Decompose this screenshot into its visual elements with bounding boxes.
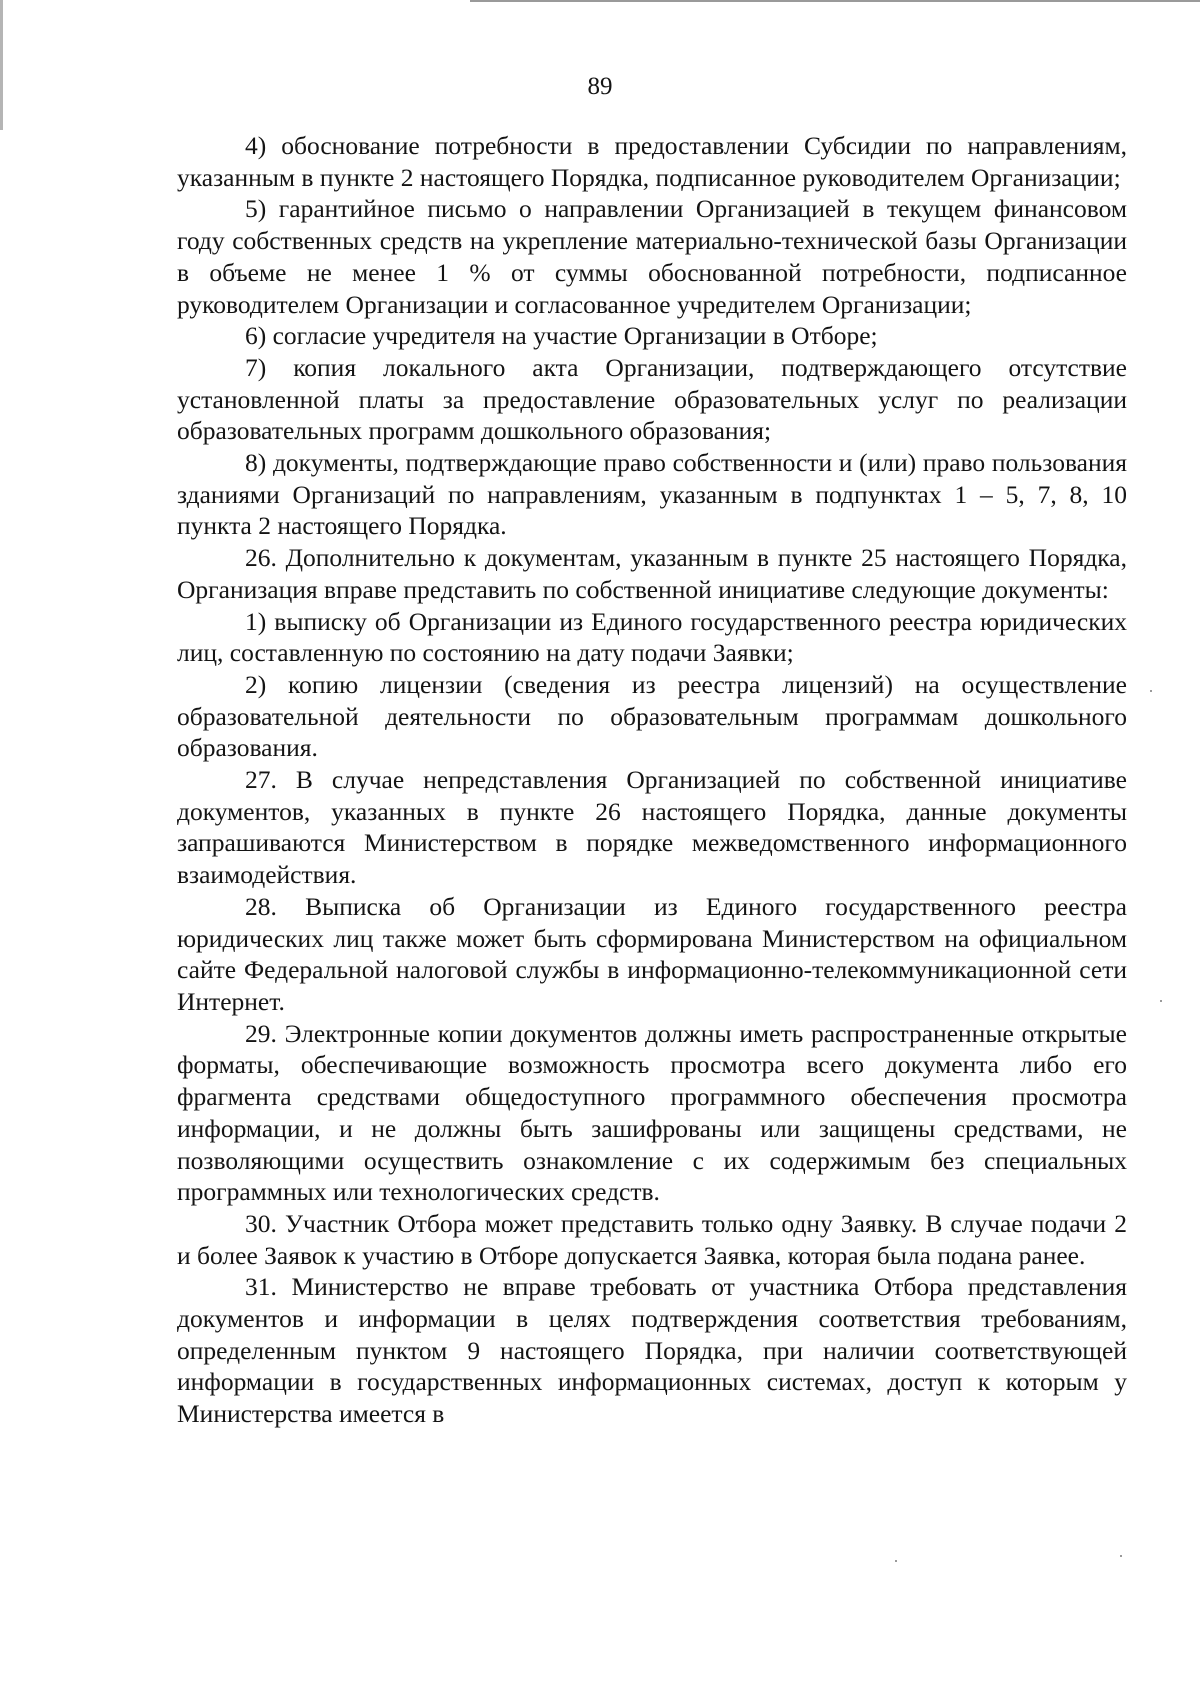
scan-speck: [895, 1560, 897, 1562]
paragraph-30: 30. Участник Отбора может представить только одну Заявку. В случае подачи 2 и более Заявок к участию в Отборе допускается Заявка, которая была подана ранее.: [177, 1208, 1127, 1270]
paragraph-item-6: 6) согласие учредителя на участие Организации в Отборе;: [245, 321, 878, 351]
paragraph-26-item-1: 1) выписку об Организации из Единого государственного реестра юридических лиц, составленную по состоянию на дату подачи Заявки;: [177, 606, 1127, 668]
paragraph-29: 29. Электронные копии документов должны иметь распространенные открытые форматы, обеспечивающие возможность просмотра всего документа либо его фрагмента средствами общедоступного программного обеспечения просмотра информации, и не должны быть зашифрованы или защищены средствами, не позволяющими осуществить ознакомление с их содержимым без специальных программных или технологических средств.: [177, 1018, 1127, 1207]
paragraph-26-item-2: 2) копию лицензии (сведения из реестра лицензий) на осуществление образовательной деятельности по образовательным программам дошкольного образования.: [177, 669, 1127, 763]
scan-speck: [1120, 1555, 1122, 1557]
scan-speck: [1160, 1000, 1162, 1002]
paragraph-item-5: 5) гарантийное письмо о направлении Организацией в текущем финансовом году собственных средств на укрепление материально-технической базы Организации в объеме не менее 1 % от суммы обоснованной потребности, подписанное руководителем Организации и согласованное учредителем Организации;: [177, 194, 1127, 319]
document-body: [177, 130, 1127, 1430]
paragraph-26: 26. Дополнительно к документам, указанным в пункте 25 настоящего Порядка, Организация вправе представить по собственной инициативе следующие документы:: [177, 543, 1127, 604]
paragraph-28: 28. Выписка об Организации из Единого государственного реестра юридических лиц также может быть сформирована Министерством на официальном сайте Федеральной налоговой службы в информационно-телекоммуникационной сети Интернет.: [177, 891, 1127, 1016]
scan-speck: [1150, 690, 1152, 692]
paragraph-item-8: 8) документы, подтверждающие право собственности и (или) право пользования зданиями Организаций по направлениям, указанным в подпунктах 1 – 5, 7, 8, 10 пункта 2 настоящего Порядка.: [177, 448, 1127, 541]
page-number: 89: [587, 73, 613, 100]
scan-edge-left: [0, 0, 3, 130]
paragraph-item-4: 4) обоснование потребности в предоставлении Субсидии по направлениям, указанным в пункте 2 настоящего Порядка, подписанное руководителем Организации;: [177, 131, 1127, 192]
paragraph-31: 31. Министерство не вправе требовать от участника Отбора представления документов и информации в целях подтверждения соответствия требованиям, определенным пунктом 9 настоящего Порядка, при наличии соответствующей информации в государственных информационных системах, доступ к которым у Министерства имеется в: [177, 1272, 1127, 1429]
paragraph-27: 27. В случае непредставления Организацией по собственной инициативе документов, указанных в пункте 26 настоящего Порядка, данные документы запрашиваются Министерством в порядке межведомственного информационного взаимодействия.: [177, 765, 1127, 890]
paragraph-item-7: 7) копия локального акта Организации, подтверждающего отсутствие установленной платы за предоставление образовательных услуг по реализации образовательных программ дошкольного образования;: [177, 352, 1127, 446]
scan-edge-top: [470, 0, 1200, 2]
